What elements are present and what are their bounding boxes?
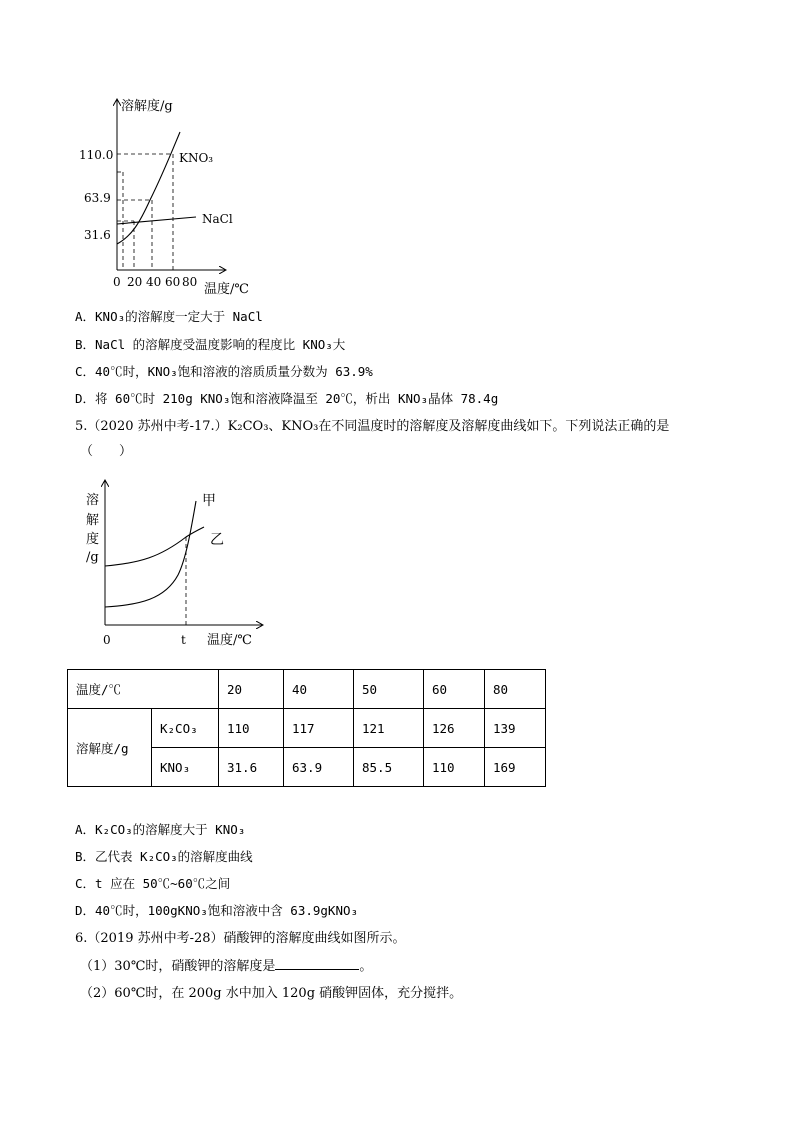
series-label-yi: 乙 xyxy=(210,532,224,548)
substance-label: K₂CO₃ xyxy=(152,709,219,748)
solubility-chart-jia-yi xyxy=(80,475,270,650)
table-cell: 60 xyxy=(424,670,485,709)
nacl-curve xyxy=(117,217,196,224)
table-cell: 126 xyxy=(424,709,485,748)
x-tick-0: 0 xyxy=(113,275,121,289)
y-tick-31.6: 31.6 xyxy=(84,228,111,242)
table-cell: 117 xyxy=(284,709,354,748)
x-axis-label: 温度/℃ xyxy=(204,282,249,297)
y-label-char-2: 解 xyxy=(86,513,100,528)
q6-part2: （2）60℃时，在 200g 水中加入 120g 硝酸钾固体，充分搅拌。 xyxy=(80,986,463,1001)
y-label-char-4: /g xyxy=(86,550,99,565)
table-cell: 20 xyxy=(219,670,284,709)
table-cell: 85.5 xyxy=(354,748,424,787)
series-label-nacl: NaCl xyxy=(202,212,233,226)
y-label-char-1: 溶 xyxy=(86,493,100,508)
y-tick-110: 110.0 xyxy=(79,148,114,162)
q5-option-a: A．K₂CO₃的溶解度大于 KNO₃ xyxy=(75,822,246,837)
table-cell: 50 xyxy=(354,670,424,709)
table-cell: 121 xyxy=(354,709,424,748)
y-label-char-3: 度 xyxy=(86,532,100,547)
q5-option-d: D．40℃时，100gKNO₃饱和溶液中含 63.9gKNO₃ xyxy=(75,903,359,918)
jia-curve xyxy=(105,501,196,607)
temperature-header: 温度/℃ xyxy=(68,670,219,709)
q5-stem: 5.（2020 苏州中考-17.）K₂CO₃、KNO₃在不同温度时的溶解度及溶解度曲线如下。下列说法正确的是 xyxy=(75,419,670,434)
q6-part1-text: （1）30℃时，硝酸钾的溶解度是 xyxy=(80,959,276,974)
q4-option-b: B．NaCl 的溶解度受温度影响的程度比 KNO₃大 xyxy=(75,337,346,352)
t-label: t xyxy=(181,633,186,647)
answer-blank[interactable] xyxy=(275,957,359,970)
series-label-kno3: KNO₃ xyxy=(179,151,214,165)
x-tick-80: 80 xyxy=(182,275,198,289)
yi-curve xyxy=(105,527,204,566)
solubility-label: 溶解度/g xyxy=(68,709,152,787)
q6-part1 xyxy=(80,957,372,975)
table-row xyxy=(68,670,546,709)
table-row xyxy=(68,709,546,748)
table-cell: 63.9 xyxy=(284,748,354,787)
q4-option-d: D．将 60℃时 210g KNO₃饱和溶液降温至 20℃，析出 KNO₃晶体 78.4g xyxy=(75,391,499,406)
substance-label: KNO₃ xyxy=(152,748,219,787)
q6-part1-end: 。 xyxy=(359,959,373,974)
table-cell: 139 xyxy=(485,709,546,748)
q4-option-c: C．40℃时，KNO₃饱和溶液的溶质质量分数为 63.9% xyxy=(75,364,373,379)
kno3-curve xyxy=(117,132,180,244)
table-cell: 31.6 xyxy=(219,748,284,787)
y-axis-label: 溶解度/g xyxy=(121,99,173,114)
table-cell: 40 xyxy=(284,670,354,709)
y-tick-63.9: 63.9 xyxy=(84,191,111,205)
x-tick-20: 20 xyxy=(127,275,143,289)
q6-stem: 6.（2019 苏州中考-28）硝酸钾的溶解度曲线如图所示。 xyxy=(75,931,406,946)
table-cell: 80 xyxy=(485,670,546,709)
origin-label: 0 xyxy=(103,633,111,647)
q5-option-c: C．t 应在 50℃~60℃之间 xyxy=(75,876,231,891)
q5-option-b: B．乙代表 K₂CO₃的溶解度曲线 xyxy=(75,849,253,864)
x-tick-60: 60 xyxy=(165,275,181,289)
table-cell: 169 xyxy=(485,748,546,787)
series-label-jia: 甲 xyxy=(202,493,216,509)
solubility-table xyxy=(67,669,546,787)
x-tick-40: 40 xyxy=(146,275,162,289)
q5-answer-bracket: （ ） xyxy=(80,444,133,459)
table-cell: 110 xyxy=(219,709,284,748)
x-axis-label: 温度/℃ xyxy=(207,633,252,648)
solubility-chart-knO3-nacl xyxy=(70,90,249,302)
q4-option-a: A．KNO₃的溶解度一定大于 NaCl xyxy=(75,309,263,324)
table-cell: 110 xyxy=(424,748,485,787)
